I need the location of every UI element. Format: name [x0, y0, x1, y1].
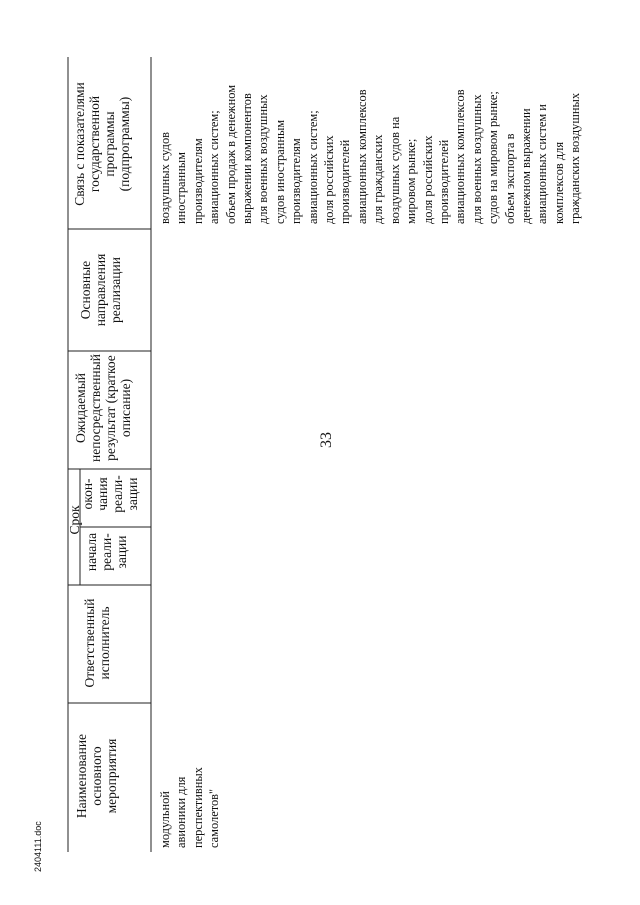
header-term-start: начала реали- зации: [84, 532, 130, 572]
header-term-end: окон- чания реали- зации: [80, 475, 141, 513]
page-number: 33: [318, 432, 335, 448]
header-link: Связь с показателями государственной программы (подпрограммы): [72, 82, 133, 206]
footer-filename: 2404111.doc: [33, 821, 43, 872]
header-directions: Основные направления реализации: [78, 253, 124, 327]
header-term: Срок: [67, 505, 82, 535]
cell-name: модульной авионики для перспективных самолетов": [158, 767, 222, 848]
cell-link: воздушных судов иностранным производителям авиационных систем; объем продаж в денежном выражении компонентов для военных воздушных судов иностранным производителям авиационных систем; доля российских производителей авиационных комплексов для гражданских воздушных судов на мировом рынке; доля российских производителей авиационных комплексов для военных воздушных судов на мировом рынке; объем экспорта в денежном выражении авиационных систем и комплексов для гражданских воздушных: [158, 84, 583, 224]
header-executor: Ответственный исполнитель: [82, 598, 113, 688]
header-name: Наименование основного мероприятия: [74, 733, 120, 819]
header-result: Ожидаемый непосредственный результат (краткое описание): [73, 354, 134, 462]
